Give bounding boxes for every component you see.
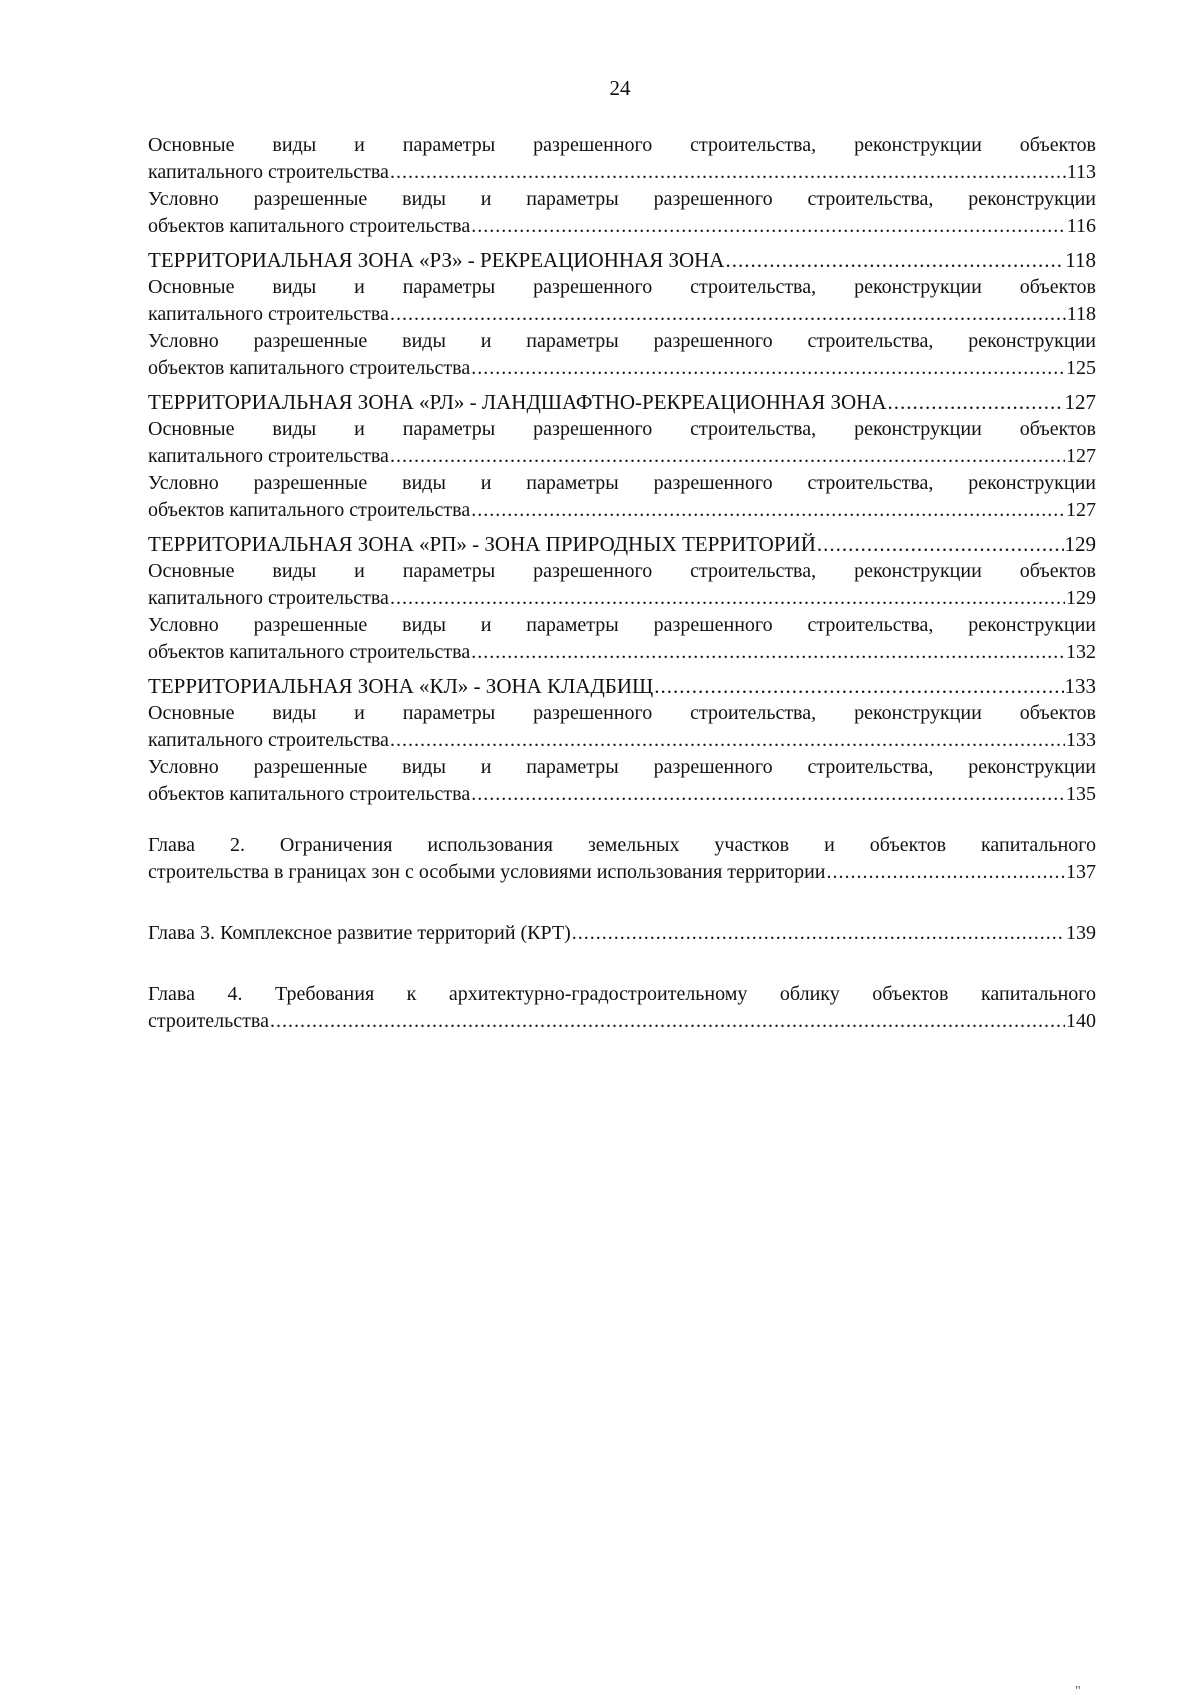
toc-entry-first-line: Условно разрешенные виды и параметры разрешенного строительства, реконструкции [148, 756, 1096, 778]
toc-entry-first-line: Основные виды и параметры разрешенного строительства, реконструкции объектов [148, 560, 1096, 582]
page-number: 24 [609, 76, 631, 100]
dot-leader [471, 781, 1065, 808]
toc-entry-title: объектов капитального строительства [148, 641, 471, 663]
dot-leader [725, 247, 1064, 274]
toc-page-number: 135 [1066, 783, 1096, 805]
table-of-contents [148, 132, 1096, 1035]
toc-zone-entry[interactable] [148, 247, 1096, 274]
toc-page-number: 137 [1066, 861, 1096, 883]
toc-entry-line [148, 497, 1096, 524]
dot-leader [390, 443, 1065, 470]
toc-entry-line [148, 389, 1096, 416]
toc-entry-title: Глава 3. Комплексное развитие территорий (КРТ) [148, 922, 571, 944]
toc-entry-first-line: Основные виды и параметры разрешенного строительства, реконструкции объектов [148, 276, 1096, 298]
toc-page-number: 129 [1066, 587, 1096, 609]
toc-entry-line [148, 727, 1096, 754]
toc-entry-title: строительства [148, 1010, 269, 1032]
dot-leader [390, 301, 1066, 328]
toc-chapter-entry[interactable] [148, 981, 1096, 1035]
toc-page-number: 139 [1066, 922, 1096, 944]
dot-leader [888, 389, 1064, 416]
toc-entry-line [148, 585, 1096, 612]
toc-entry-line [148, 531, 1096, 558]
toc-zone-entry[interactable] [148, 389, 1096, 416]
toc-entry-title: капитального строительства [148, 729, 389, 751]
toc-entry-title: ТЕРРИТОРИАЛЬНАЯ ЗОНА «КЛ» - ЗОНА КЛАДБИЩ [148, 674, 654, 698]
toc-subentry[interactable] [148, 328, 1096, 382]
toc-entry-line [148, 301, 1096, 328]
toc-entry-title: ТЕРРИТОРИАЛЬНАЯ ЗОНА «РЛ» - ЛАНДШАФТНО-РЕКРЕАЦИОННАЯ ЗОНА [148, 390, 887, 414]
dot-leader [471, 213, 1066, 240]
dot-leader [471, 639, 1065, 666]
toc-entry-line [148, 355, 1096, 382]
dot-leader [827, 859, 1065, 886]
toc-entry-title: ТЕРРИТОРИАЛЬНАЯ ЗОНА «РЗ» - РЕКРЕАЦИОННАЯ ЗОНА [148, 248, 725, 272]
toc-entry-first-line: Условно разрешенные виды и параметры разрешенного строительства, реконструкции [148, 614, 1096, 636]
toc-zone-entry[interactable] [148, 531, 1096, 558]
toc-entry-title: строительства в границах зон с особыми условиями использования территории [148, 861, 826, 883]
toc-subentry[interactable] [148, 470, 1096, 524]
toc-entry-first-line: Условно разрешенные виды и параметры разрешенного строительства, реконструкции [148, 330, 1096, 352]
toc-entry-title: капитального строительства [148, 303, 389, 325]
toc-subentry[interactable] [148, 558, 1096, 612]
toc-subentry[interactable] [148, 700, 1096, 754]
toc-entry-title: ТЕРРИТОРИАЛЬНАЯ ЗОНА «РП» - ЗОНА ПРИРОДНЫХ ТЕРРИТОРИЙ [148, 532, 816, 556]
toc-entry-title: объектов капитального строительства [148, 357, 471, 379]
dot-leader [270, 1008, 1065, 1035]
toc-page-number: 133 [1064, 674, 1096, 698]
toc-entry-first-line: Условно разрешенные виды и параметры разрешенного строительства, реконструкции [148, 188, 1096, 210]
toc-subentry[interactable] [148, 186, 1096, 240]
toc-entry-first-line: Глава 2. Ограничения использования земельных участков и объектов капитального [148, 834, 1096, 856]
toc-subentry[interactable] [148, 754, 1096, 808]
corner-mark: " [1075, 1684, 1081, 1699]
toc-page-number: 118 [1066, 303, 1096, 325]
toc-subentry[interactable] [148, 612, 1096, 666]
toc-entry-line [148, 920, 1096, 947]
toc-page-number: 116 [1066, 215, 1096, 237]
toc-page-number: 113 [1066, 161, 1096, 183]
dot-leader [471, 355, 1065, 382]
dot-leader [654, 673, 1063, 700]
toc-entry-line [148, 639, 1096, 666]
toc-entry-title: капитального строительства [148, 445, 389, 467]
toc-page-number: 127 [1066, 445, 1096, 467]
toc-page-number: 125 [1066, 357, 1096, 379]
toc-entry-line [148, 443, 1096, 470]
toc-entry-line [148, 673, 1096, 700]
dot-leader [390, 727, 1065, 754]
toc-page-number: 129 [1064, 532, 1096, 556]
toc-entry-line [148, 247, 1096, 274]
toc-page-number: 132 [1066, 641, 1096, 663]
toc-entry-title: объектов капитального строительства [148, 215, 471, 237]
dot-leader [390, 159, 1066, 186]
toc-page-number: 133 [1066, 729, 1096, 751]
toc-page-number: 127 [1066, 499, 1096, 521]
toc-page-number: 118 [1065, 248, 1096, 272]
dot-leader [572, 920, 1065, 947]
toc-entry-first-line: Основные виды и параметры разрешенного строительства, реконструкции объектов [148, 418, 1096, 440]
toc-entry-line [148, 213, 1096, 240]
toc-entry-first-line: Основные виды и параметры разрешенного строительства, реконструкции объектов [148, 134, 1096, 156]
toc-chapter-entry[interactable] [148, 920, 1096, 947]
toc-zone-entry[interactable] [148, 673, 1096, 700]
toc-page-number: 140 [1066, 1010, 1096, 1032]
toc-entry-first-line: Глава 4. Требования к архитектурно-градостроительному облику объектов капитального [148, 983, 1096, 1005]
toc-entry-line [148, 781, 1096, 808]
toc-entry-title: объектов капитального строительства [148, 499, 471, 521]
toc-entry-line [148, 859, 1096, 886]
dot-leader [471, 497, 1065, 524]
toc-entry-line [148, 1008, 1096, 1035]
dot-leader [817, 531, 1064, 558]
toc-chapter-entry[interactable] [148, 832, 1096, 886]
toc-entry-title: капитального строительства [148, 161, 389, 183]
toc-subentry[interactable] [148, 416, 1096, 470]
toc-entry-title: объектов капитального строительства [148, 783, 471, 805]
toc-subentry[interactable] [148, 132, 1096, 186]
toc-subentry[interactable] [148, 274, 1096, 328]
toc-entry-first-line: Условно разрешенные виды и параметры разрешенного строительства, реконструкции [148, 472, 1096, 494]
toc-entry-first-line: Основные виды и параметры разрешенного строительства, реконструкции объектов [148, 702, 1096, 724]
dot-leader [390, 585, 1065, 612]
toc-entry-title: капитального строительства [148, 587, 389, 609]
toc-entry-line [148, 159, 1096, 186]
toc-page-number: 127 [1064, 390, 1096, 414]
